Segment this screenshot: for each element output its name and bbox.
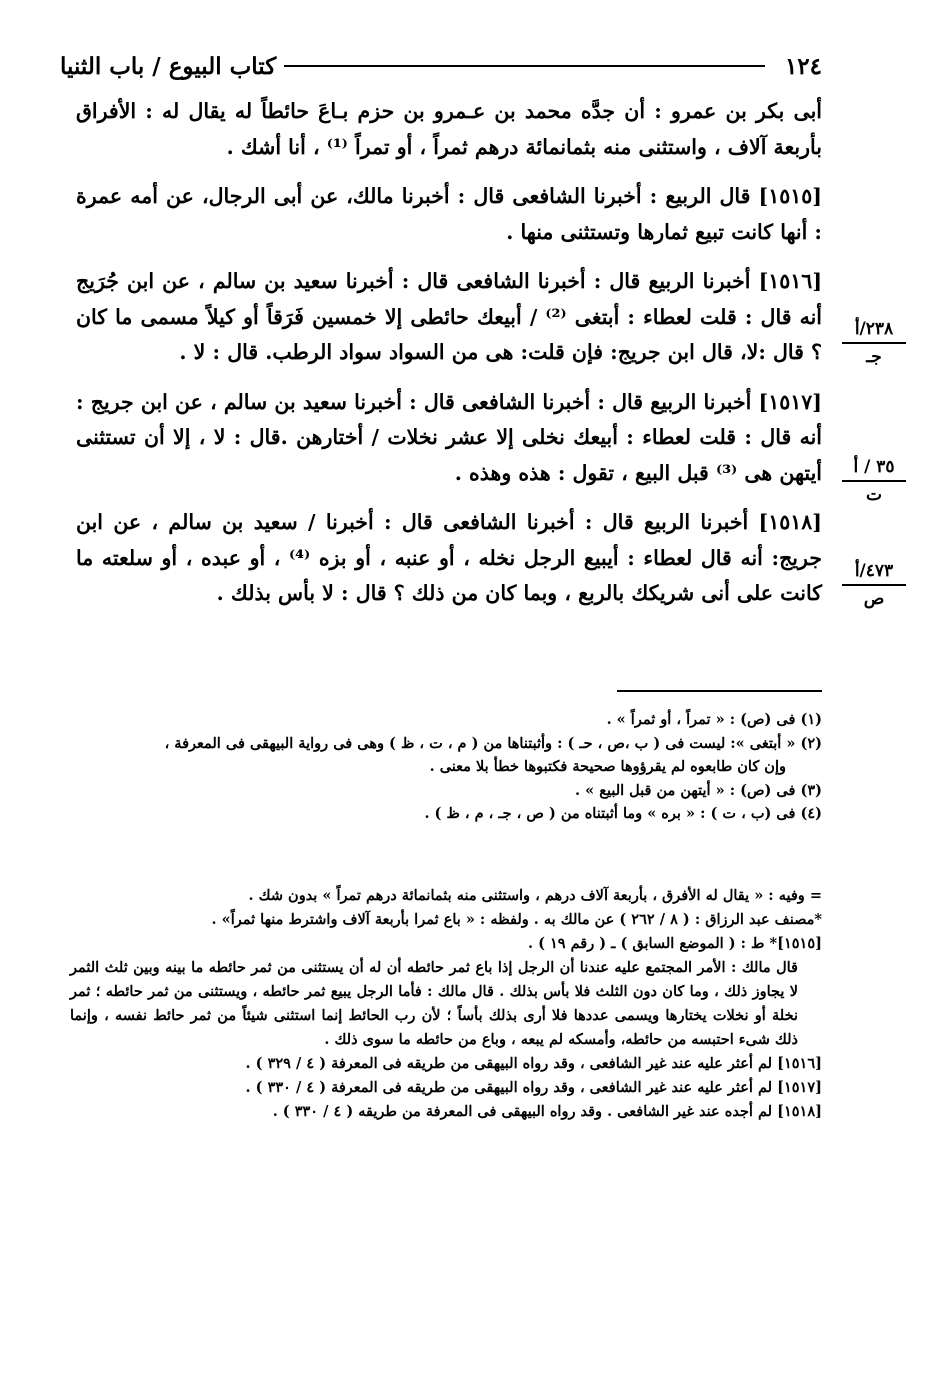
folio-number: ٣٥ / أ [842, 456, 906, 482]
manuscript-siglum: جـ [866, 347, 882, 367]
paragraph-text: أخبرنا الربيع قال : أخبرنا الشافعى قال : أخبرنا سعيد بن سالم ، عن ابن جريج : أنه قال : قلت لعطاء : أبيعك نخلى إلا عشر نخلات / أختارهن .قال : لا ، إلا أن تستثنى أيتهن هى ⁽³⁾ قبل البيع ، تقول : هذه وهذه . [76, 389, 822, 485]
manuscript-siglum: ص [863, 589, 885, 609]
paragraph-text: قال الربيع : أخبرنا الشافعى قال : أخبرنا مالك، عن أبى الرجال، عن أمه عمرة : أنها كانت تبيع ثمارها وتستثنى منها . [76, 184, 822, 244]
footnote-separator [617, 690, 822, 692]
page-header [60, 46, 822, 86]
folio-number: ٢٣٨/أ [842, 318, 906, 344]
hadith-number: [١٥١٥] [758, 184, 822, 208]
manuscript-siglum: ت [865, 485, 882, 505]
manuscript-folio-note [842, 318, 906, 368]
folio-number: ٤٧٣/أ [842, 560, 906, 586]
editor-notes [70, 884, 822, 1124]
hadith-number: [١٥١٨] [758, 510, 822, 534]
footnotes [70, 708, 822, 826]
hadith-number: [١٥١٦] [758, 269, 823, 293]
hadith-number: [١٥١٧] [758, 389, 822, 414]
page-number: ١٢٤ [784, 52, 822, 80]
manuscript-folio-note [842, 456, 906, 506]
manuscript-folio-note [842, 560, 906, 610]
paragraph [76, 94, 822, 165]
paragraph [76, 179, 822, 250]
note-line: *مصنف عبد الرزاق : ( ٨ / ٢٦٢ ) عن مالك به . ولفظه : « باع ثمرا بأربعة آلاف واشترط منها ثمراً» . [211, 911, 822, 928]
footnote: (٤) فى (ب ، ت ) : « بره » وما أثبتناه من ( ص ، جـ ، م ، ظ ) . [424, 805, 822, 822]
paragraph-text: أخبرنا الربيع قال : أخبرنا الشافعى قال : أخبرنا / سعيد بن سالم ، عن ابن جريج: أنه قال لعطاء : أيبيع الرجل نخله ، أو عنبه ، أو بزه ⁽⁴⁾ ، أو عبده ، أو سلعته ما كانت على أنى شريكك بالربع ، وبما كان من ذلك ؟ قال : لا بأس بذلك . [76, 510, 822, 605]
note-line: [١٥١٥]* ط : ( الموضع السابق ) ـ ( رقم ١٩ ) . [527, 935, 822, 952]
note-line: [١٥١٨] لم أجده عند غير الشافعى . وقد رواه البيهقى فى المعرفة من طريقه ( ٤ / ٣٣٠ ) . [272, 1103, 822, 1120]
header-rule [284, 65, 765, 67]
note-line: قال مالك : الأمر المجتمع عليه عندنا أن الرجل إذا باع ثمر حائطه أن له أن يستثنى من ثمر حائطه ما بينه وبين ثلث الثمر لا يجاوز ذلك ، وما كان دون الثلث فلا بأس بذلك . قال مالك : فأما الرجل يبيع ثمر حائطه ، ويستثنى من ثمر حائطه ؛ ثمر نخلة أو نخلات يختارها ويسمى عددها فلا أرى بذلك بأساً ؛ لأن رب الحائط إنما استثنى شيئاً من ثمر حائط نفسه ، وإنما ذلك شىء احتبسه من حائطه، وأمسكه لم يبعه ، وباع من حائطه ما سوى ذلك . [70, 959, 798, 1048]
footnote: (١) فى (ص) : « تمراً ، أو ثمراً » . [606, 711, 822, 728]
note-line: [١٥١٧] لم أعثر عليه عند غير الشافعى ، وقد رواه البيهقى من طريقه فى المعرفة ( ٤ / ٣٣٠ ) . [245, 1079, 822, 1096]
paragraph [76, 264, 822, 371]
paragraph-text: أخبرنا الربيع قال : أخبرنا الشافعى قال : أخبرنا سعيد بن سالم ، عن ابن جُرَيج أنه قال : قلت لعطاء : أبتغى ⁽²⁾ / أبيعك حائطى إلا خمسين فَرَقاً أو كيلاً مسمى ما كان ؟ قال :لا، قال ابن جريج: فإن قلت: هى من السواد سواد الرطب. قال : لا . [76, 269, 822, 364]
footnote-continuation: وإن كان طابعوه لم يقرؤوها صحيحة فكتبوها خطأ بلا معنى . [429, 758, 786, 775]
main-text [76, 94, 822, 626]
footnote: (٣) فى (ص) : « أيتهن من قبل البيع » . [575, 781, 822, 799]
note-line: = وفيه : « يقال له الأفرق ، بأربعة آلاف درهم ، واستثنى منه بثمانمائة درهم تمراً » بدون شك . [248, 887, 822, 904]
note-line: [١٥١٦] لم أعثر عليه عند غير الشافعى ، وقد رواه البيهقى من طريقه فى المعرفة ( ٤ / ٣٢٩ ) . [245, 1055, 822, 1072]
paragraph [76, 505, 822, 612]
paragraph-text: أبى بكر بن عمرو : أن جدَّه محمد بن عـمرو بن حزم بـاعَ حائطاً له يقال له : الأفراق بأربعة آلاف ، واستثنى منه بثمانمائة درهم ثمراً ، أو تمراً ⁽¹⁾ ، أنا أشك . [76, 99, 822, 159]
footnote: (٢) « أبتغى »: ليست فى ( ب ،ص ، حـ ) : وأثبتناها من ( م ، ت ، ظ ) وهى فى رواية البيهقى فى المعرفة ، [164, 734, 822, 752]
running-title: كتاب البيوع / باب الثنيا [60, 52, 277, 80]
paragraph [76, 385, 822, 492]
